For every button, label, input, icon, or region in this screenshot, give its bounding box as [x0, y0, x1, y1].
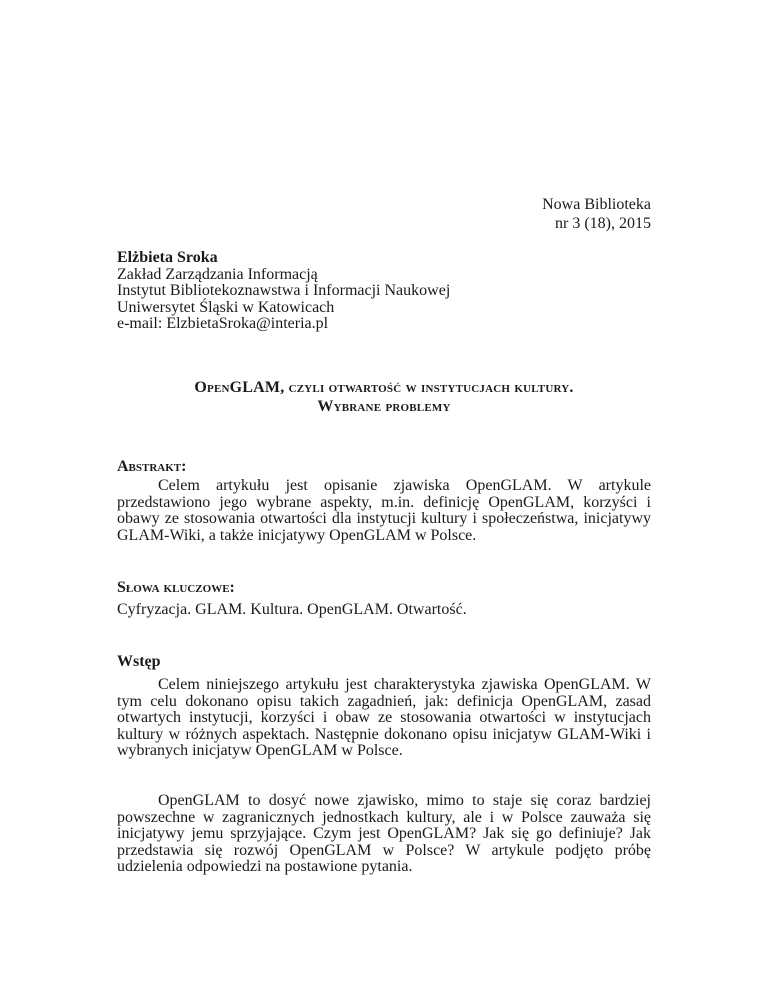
keywords-text: Cyfryzacja. GLAM. Kultura. OpenGLAM. Otwartość.: [117, 601, 467, 618]
introduction-paragraph-2: OpenGLAM to dosyć nowe zjawisko, mimo to staje się coraz bardziej powszechne w zagranicznych jednostkach kultury, ale i w Polsce zauważa się inicjatywy jemu sprzyjające. Czym jest OpenGLAM? Jak się go definiuje? Jak przedstawia się rozwój OpenGLAM w Polsce? W artykule podjęto próbę udzielenia odpowiedzi na postawione pytania.: [117, 792, 651, 876]
author-affiliation-institute: Instytut Bibliotekoznawstwa i Informacji Naukowej: [117, 282, 451, 299]
author-name: Elżbieta Sroka: [117, 249, 218, 266]
keywords-heading: Słowa kluczowe:: [117, 579, 235, 596]
journal-header: [542, 195, 651, 233]
introduction-heading: Wstęp: [117, 653, 161, 670]
author-affiliation-dept: Zakład Zarządzania Informacją: [117, 265, 318, 283]
introduction-paragraph-1: Celem niniejszego artykułu jest charakterystyka zjawiska OpenGLAM. W tym celu dokonano opisu takich zagadnień, jak: definicja OpenGLAM, zasad otwartych instytucji, korzyści i obaw ze stosowania otwartości w instytucjach kultury w różnych aspektach. Następnie dokonano opisu inicjatyw GLAM-Wiki i wybranych inicjatyw OpenGLAM w Polsce.: [117, 676, 651, 760]
article-title-line1: OpenGLAM, czyli otwartość w instytucjach kultury.: [194, 379, 574, 396]
abstract-heading: Abstrakt:: [117, 458, 187, 475]
journal-name: Nowa Biblioteka: [542, 196, 651, 213]
author-block: [117, 250, 657, 333]
abstract-text: Celem artykułu jest opisanie zjawiska OpenGLAM. W artykule przedstawiono jego wybrane aspekty, m.in. definicję OpenGLAM, korzyści i obawy ze stosowania otwartości dla instytucji kultury i społeczeństwa, inicjatywy GLAM-Wiki, a także inicjatywy OpenGLAM w Polsce.: [117, 477, 651, 544]
article-title: [117, 378, 651, 416]
author-email: e-mail: ElzbietaSroka@interia.pl: [117, 315, 329, 332]
journal-issue: nr 3 (18), 2015: [555, 215, 651, 232]
article-title-line2: Wybrane problemy: [317, 398, 451, 415]
author-affiliation-university: Uniwersytet Śląski w Katowicach: [117, 298, 335, 316]
